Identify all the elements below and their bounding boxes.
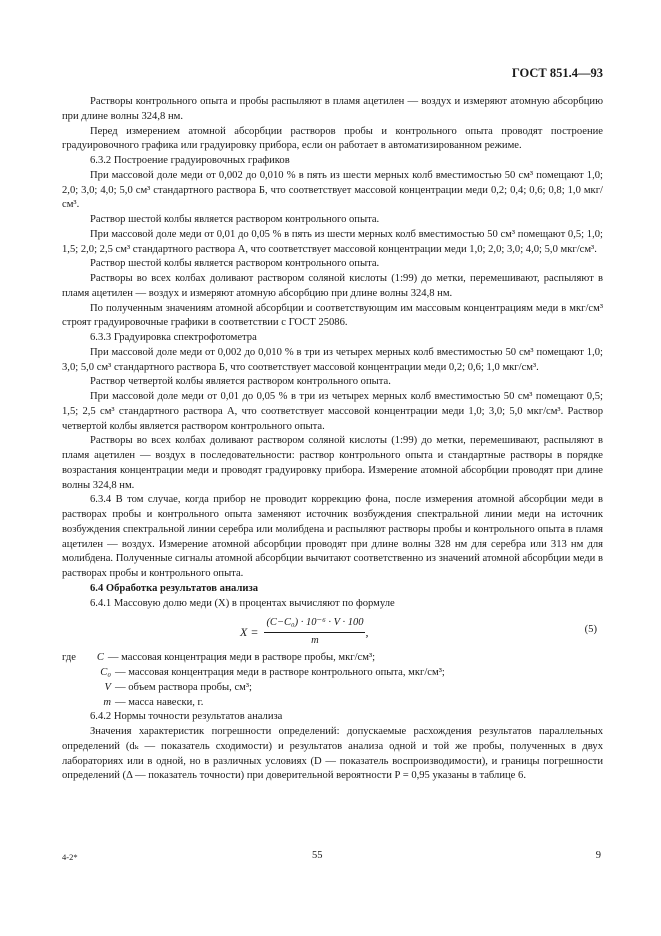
definition-symbol: C₀: [100, 667, 111, 678]
formula-lhs: X =: [240, 625, 259, 640]
definition-lead: [62, 696, 83, 711]
definition-symbol: m: [103, 696, 111, 708]
paragraph: При массовой доле меди от 0,002 до 0,010 % в три из четырех мерных колб вместимостью 50 см³ помещают 1,0; 3,0; 5,0 см³ стандартного раствора Б, что соответствует массовой концентрации меди 0,2; 0,6; 1,0 мкг/см³.: [62, 346, 603, 373]
definition-symbol: V: [104, 681, 111, 693]
definition-lead: [62, 681, 83, 696]
paragraph: 6.3.4 В том случае, когда прибор не проводит коррекцию фона, после измерения атомной абсорбции меди в растворах пробы и контрольного опыта заменяют источник возбуждения спектральной линии меди на источник возбуждения спектральной линии серебра или молибдена и распыляют растворы пробы и контрольного опыта в пламя ацетилен — воздух. Измерение атомной абсорбции проводят при длине волны 328 нм для серебра или 313 нм для молибдена. Полученные сигналы атомной абсорбции вычитают соответственно из значений атомной абсорбции меди в растворах пробы и контрольного опыта.: [62, 494, 603, 579]
subsection-heading: 6.3.3 Градуировка спектрофотометра: [90, 332, 257, 343]
paragraph: 6.4.1 Массовую долю меди (X) в процентах вычисляют по формуле: [90, 597, 395, 609]
paragraph: Значения характеристик погрешности определений: допускаемые расхождения результатов параллельных определений (dₖ — показатель сходимости) и результатов анализа одной и той же пробы, полученных в двух лабораториях или в одной, но в различных условиях (D — показатель воспроизводимости), и границы погрешности определений (Δ — показатель точности) при доверительной вероятности P = 0,95 указаны в таблице 6.: [62, 726, 603, 782]
page-body: [62, 95, 603, 784]
paragraph: Перед измерением атомной абсорбции растворов пробы и контрольного опыта проводят построение градуировочного графика или градуировку прибора, если он работает в автоматизированном режиме.: [62, 125, 603, 152]
section-heading: 6.4 Обработка результатов анализа: [90, 582, 259, 594]
definition-text: — масса навески, г.: [115, 696, 204, 708]
footer-signature: 4-2*: [62, 852, 78, 862]
paragraph: Раствор шестой колбы является раствором контрольного опыта.: [90, 214, 380, 225]
definition-row: [62, 696, 603, 711]
paragraph: Растворы во всех колбах доливают раствором соляной кислоты (1:99) до метки, перемешивают, распыляют в пламя ацетилен — воздух и измеряют атомную абсорбцию при длине волны 324,8 нм.: [62, 273, 603, 299]
formula: [240, 616, 368, 649]
paragraph: Растворы во всех колбах доливают раствором соляной кислоты (1:99) до метки, перемешивают, распыляют в пламя ацетилен — воздух в последовательности: раствор контрольного опыта и стандартные растворы в порядке возрастания концентрации меди и проводят градуировку прибора. Измерение атомной абсорбции проводят при длине волны 324,8 нм.: [62, 435, 603, 491]
definition-text: — объем раствора пробы, см³;: [115, 681, 252, 693]
footer-page-number: 55: [312, 850, 323, 861]
definition-text: — массовая концентрация меди в растворе пробы, мкг/см³;: [107, 652, 376, 664]
definition-symbol: C: [96, 652, 104, 664]
paragraph: При массовой доле меди от 0,002 до 0,010 % в пять из шести мерных колб вместимостью 50 см³ помещают 1,0; 2,0; 3,0; 4,0; 5,0 см³ стандартного раствора Б, что соответствует массовой концентрации меди 0,2; 0,4; 0,6; 0,8; 1,0 мкг/см³.: [62, 169, 603, 211]
formula-denominator: m: [311, 635, 319, 646]
subsection-heading: 6.4.2 Нормы точности результатов анализа: [90, 711, 283, 723]
paragraph: Растворы контрольного опыта и пробы распыляют в пламя ацетилен — воздух и измеряют атомную абсорбцию при длине волны 324,8 нм.: [62, 96, 603, 122]
definition-lead: где: [62, 652, 76, 664]
paragraph: Раствор четвертой колбы является раствором контрольного опыта.: [90, 376, 391, 388]
formula-block: [62, 613, 603, 651]
definition-row: [62, 681, 603, 696]
paragraph: Раствор шестой колбы является раствором контрольного опыта.: [90, 258, 380, 270]
paragraph: При массовой доле меди от 0,01 до 0,05 % в три из четырех мерных колб вместимостью 50 см³ помещают 0,5; 1,5; 2,5 см³ стандартного раствора А, что соответствует массовой концентрации меди 1,0; 3,0; 5,0 мкг/см³. Раствор четвертой колбы является раствором контрольного опыта.: [62, 391, 603, 432]
definition-lead: [62, 666, 83, 681]
formula-definitions: [62, 651, 603, 710]
formula-number: (5): [584, 624, 597, 636]
formula-fraction: [264, 616, 365, 649]
footer-section-page: 9: [595, 850, 601, 861]
definition-row: [62, 651, 603, 666]
formula-numerator: (C−C₀) · 10⁻⁶ · V · 100: [264, 616, 365, 633]
subsection-heading: 6.3.2 Построение градуировочных графиков: [90, 155, 290, 166]
page-header: ГОСТ 851.4—93: [511, 66, 603, 80]
definition-row: [62, 666, 603, 681]
definition-text: — массовая концентрация меди в растворе контрольного опыта, мкг/см³;: [115, 667, 445, 678]
formula-trail: ,: [365, 625, 369, 640]
paragraph: При массовой доле меди от 0,01 до 0,05 % в пять из шести мерных колб вместимостью 50 см³ помещают 0,5; 1,0; 1,5; 2,0; 2,5 см³ стандартного раствора А, что соответствует массовой концентрации меди 1,0; 2,0; 3,0; 4,0; 5,0 мкг/см³.: [62, 228, 603, 255]
paragraph: По полученным значениям атомной абсорбции и соответствующим им массовым концентрациям меди в мкг/см³ строят градуировочные графики в соответствии с ГОСТ 25086.: [62, 302, 603, 329]
